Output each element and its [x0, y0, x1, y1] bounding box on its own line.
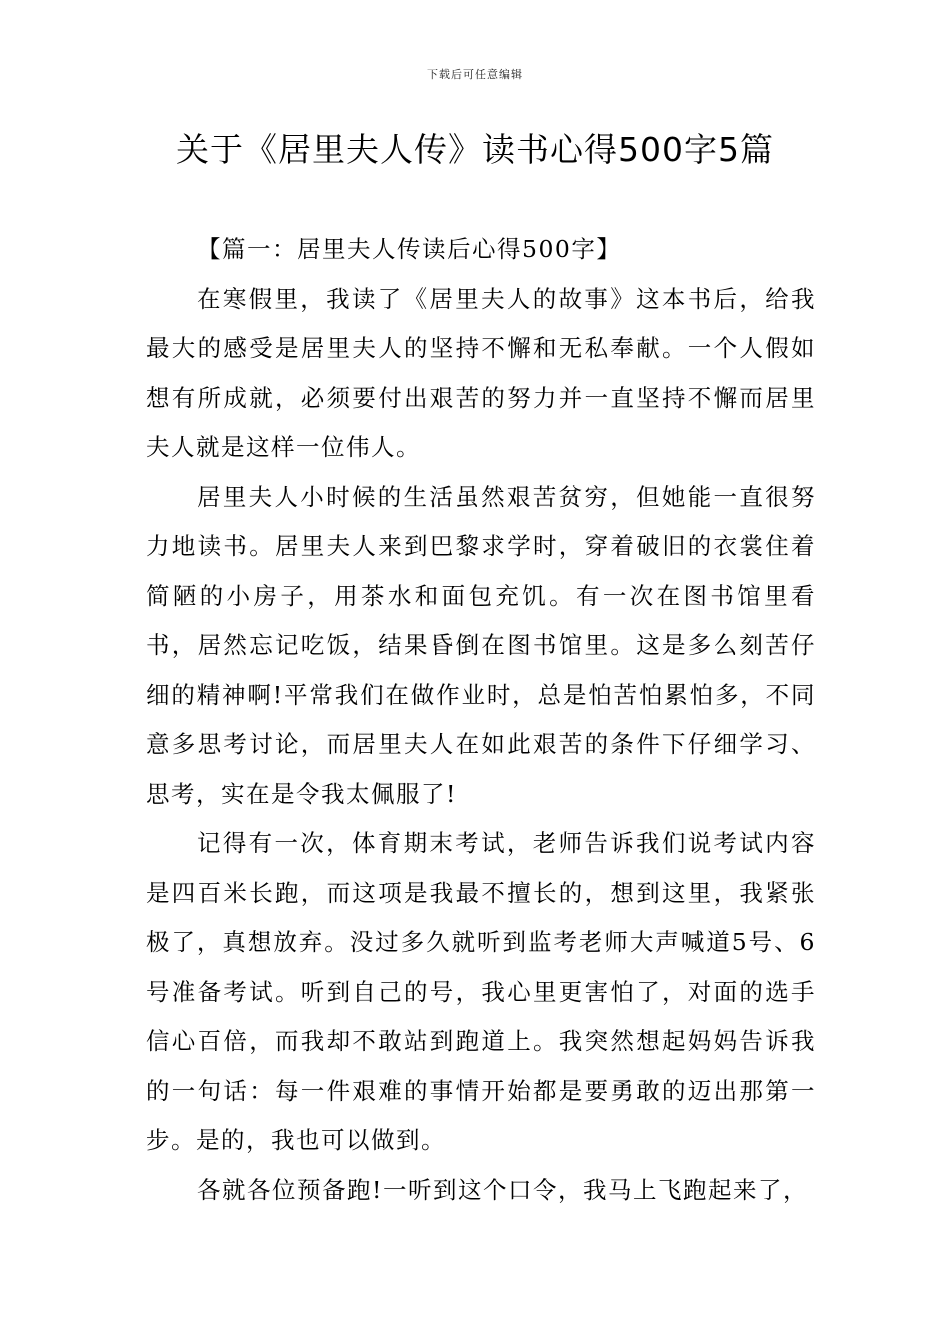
document-title: 关于《居里夫人传》读书心得500字5篇 — [176, 130, 774, 169]
paragraph: 各就各位预备跑!一听到这个口令，我马上飞跑起来了， — [197, 1175, 808, 1204]
paragraph: 在寒假里，我读了《居里夫人的故事》这本书后，给我最大的感受是居里夫人的坚持不懈和无私奉献。一个人假如想有所成就，必须要付出艰苦的努力并一直坚持不懈而居里夫人就是这样一位伟人。 — [146, 284, 816, 461]
paragraph: 记得有一次，体育期末考试，老师告诉我们说考试内容是四百米长跑，而这项是我最不擅长的，想到这里，我紧张极了，真想放弃。没过多久就听到监考老师大声喊道5号、6号准备考试。听到自己的号，我心里更害怕了，对面的选手信心百倍，而我却不敢站到跑道上。我突然想起妈妈告诉我的一句话：每一件艰难的事情开始都是要勇敢的迈出那第一步。是的，我也可以做到。 — [146, 829, 816, 1154]
document-body — [146, 225, 816, 1215]
paragraph: 居里夫人小时候的生活虽然艰苦贫穷，但她能一直很努力地读书。居里夫人来到巴黎求学时，穿着破旧的衣裳住着简陋的小房子，用茶水和面包充饥。有一次在图书馆里看书，居然忘记吃饭，结果昏倒在图书馆里。这是多么刻苦仔细的精神啊!平常我们在做作业时，总是怕苦怕累怕多，不同意多思考讨论，而居里夫人在如此艰苦的条件下仔细学习、思考，实在是令我太佩服了! — [146, 482, 816, 808]
section-heading: 【篇一：居里夫人传读后心得500字】 — [197, 235, 622, 263]
page-header-note: 下载后可任意编辑 — [427, 68, 523, 81]
